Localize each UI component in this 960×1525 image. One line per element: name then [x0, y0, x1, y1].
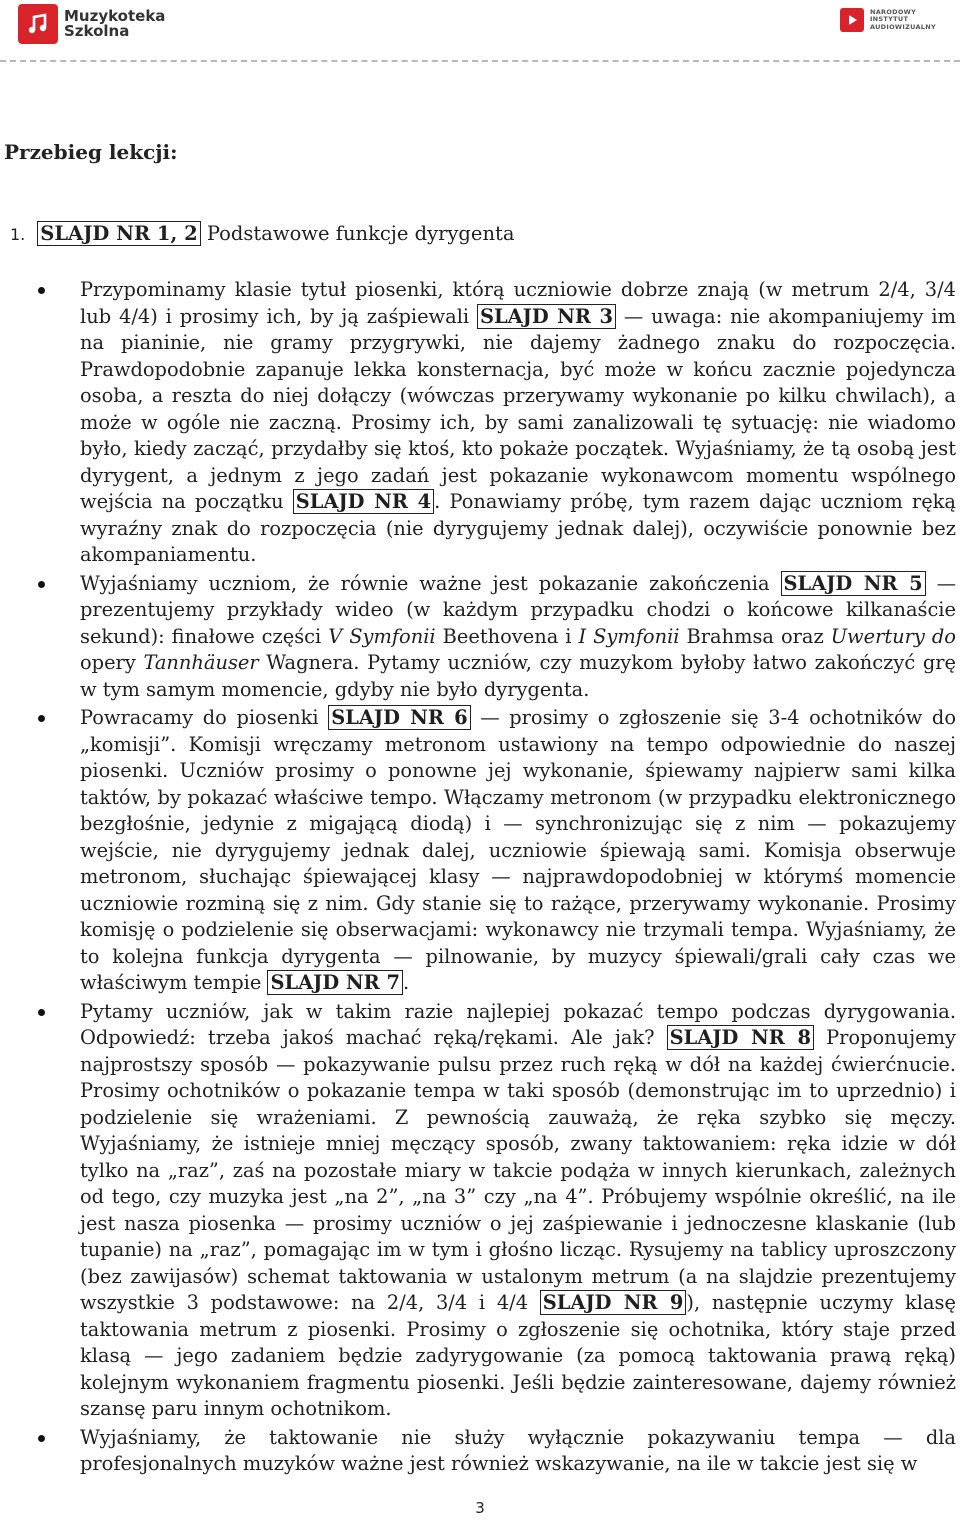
logo-line-2: Szkolna [64, 22, 130, 40]
text-run: Przypominamy klasie tytuł piosenki, którą uczniowie dobrze znają (w metrum 2/4, 3/4 lub 4/4) i prosimy ich, by ją zaśpiewali [80, 278, 956, 328]
slide-ref: SLAJD NR 9 [540, 1290, 687, 1315]
bullet-icon [38, 1009, 45, 1016]
text-run: Proponujemy najprostszy sposób — pokazywanie pulsu przez ruch ręką w dół na każdej ćwierćnucie. Prosimy ochotników o pokazanie tempa w taki sposób (demonstrując im to uprzednio) i podzielenie się wrażeniami. Z pewnością zauważą, że ręka szybko się męczy. Wyjaśniamy, że istnieje mniej męczący sposób, zwany taktowaniem: ręka idzie w dół tylko na „raz”, zaś na pozostałe miary w takcie podąża w innych kierunkach, zależnych od tego, czy muzyka jest „na 2”, „na 3” czy „na 4”. Próbujemy wspólnie określić, na ile jest nasza piosenka — prosimy uczniów o jej zaśpiewanie i jednoczesne klaskanie (lub tupanie) na „raz”, pomagając im w tym i głośno licząc. Rysujemy na tablicy uproszczony (bez zawijasów) schemat taktowania w ustalonym metrum (a na slajdzie prezentujemy wszystkie 3 podstawowe: na 2/4, 3/4 i 4/4 [80, 1026, 956, 1314]
paragraph [80, 277, 956, 569]
paragraph [80, 571, 956, 704]
music-note-icon [18, 4, 58, 44]
bullet-icon [38, 287, 45, 294]
slide-ref: SLAJD NR 3 [477, 304, 616, 329]
slide-ref: SLAJD NR 5 [781, 571, 926, 596]
bullet-icon [38, 581, 45, 588]
work-title: I Symfonii [578, 624, 680, 648]
work-title: Uwertury do [830, 624, 956, 648]
nina-line-2: INSTYTUT [869, 15, 909, 24]
bullet-icon [38, 1435, 45, 1442]
text-run: Pytamy uczniów, jak w takim razie najlepiej pokazać tempo podczas dyrygowania. Odpowiedź: trzeba jakoś machać ręką/rękami. Ale jak? [80, 999, 956, 1049]
text-run: — uwaga: nie akompaniujemy im na pianinie, nie gramy przygrywki, nie dajemy żadnego znaku do rozpoczęcia. Prawdopodobnie zapanuje lekka konsternacja, być może w końcu zacznie pojedyncza osoba, a reszta do niej dołączy (wówczas przerywamy wykonanie po kilku chwilach), a może w ogóle nie zaczną. Prosimy ich, by sami zanalizowali tę sytuację: nie wiadomo było, kiedy zacząć, przydałby się ktoś, kto pokaże początek. Wyjaśniamy, że tą osobą jest dyrygent, a jednym z jego zadań jest pokazanie wykonawcom momentu wspólnego wejścia na początku [80, 304, 956, 513]
list-item [0, 1425, 960, 1478]
list-item [0, 277, 960, 569]
text-run: Brahmsa oraz [679, 624, 831, 648]
text-run: . Ponawiamy próbę, tym razem dając uczniom ręką wyraźny znak do rozpoczęcia (nie dyrygujemy jednak dalej), oczywiście ponownie bez akompaniamentu. [80, 490, 956, 566]
text-run: — prosimy o zgłoszenie się 3-4 ochotników do „komisji”. Komisji wręczamy metronom ustawiony na tempo odpowiednie do naszej piosenki. Uczniów prosimy o ponowne jej wykonanie, śpiewamy najpierw sami kilka taktów, by pokazać właściwe tempo. Włączamy metronom (w przypadku elektronicznego bezgłośnie, jedynie z migającą diodą) i — synchronizując się z nim — pokazujemy wejście, nie dyrygujemy jednak dalej, uczniowie śpiewają sami. Komisja obserwuje metronom, słuchając śpiewającej klasy — najprawdopodobniej w którymś momencie uczniowie rozminą się z nim. Gdy stanie się to rażące, przerywamy wykonanie. Prosimy komisję o podzielenie się obserwacjami: wykonawcy nie trzymali tempa. Wyjaśniamy, że to kolejna funkcja dyrygenta — pilnowanie, by muzycy śpiewali/grali cały czas we właściwym tempie [80, 706, 956, 994]
page-header [0, 0, 960, 60]
slide-ref: SLAJD NR 7 [267, 970, 403, 995]
nina-line-3: AUDIOWIZUALNY [869, 22, 936, 31]
paragraph [80, 1425, 956, 1478]
text-run: opery [80, 651, 144, 674]
paragraph [80, 999, 956, 1423]
work-title: V Symfonii [328, 624, 436, 648]
slide-ref: SLAJD NR 4 [293, 489, 434, 514]
page-number: 3 [475, 1499, 485, 1517]
text-run: Wagnera. Pytamy uczniów, czy muzykom byłoby łatwo zakończyć grę w tym samym momencie, gdyby nie było dyrygenta. [80, 651, 956, 701]
text-run: Wyjaśniamy, że taktowanie nie służy wyłącznie pokazywaniu tempa — dla profesjonalnych muzyków ważne jest również wskazywanie, na ile w takcie jest się w [80, 1425, 956, 1475]
play-icon [840, 8, 864, 32]
list-item [0, 705, 960, 997]
text-run: ), następnie uczymy klasę taktowania metrum z piosenki. Prosimy o zgłoszenie się ochotnika, który staje przed klasą — jego zadaniem będzie zadyrygowanie (za pomocą taktowania prawą ręką) kolejnym wykonaniem fragmentu piosenki. Jeśli będzie zainteresowane, dajemy również szansę paru innym ochotnikom. [80, 1291, 956, 1420]
text-run: Beethovena i [435, 624, 579, 648]
lesson-heading: Przebieg lekcji: [4, 140, 178, 164]
nina-line-1: NARODOWY [869, 7, 917, 16]
item-text: Podstawowe funkcje dyrygenta [200, 222, 515, 245]
nina-logo-text [870, 9, 936, 32]
logo-line-1: Muzykoteka [64, 7, 166, 25]
numbered-item-1 [10, 222, 514, 245]
text-run: Powracamy do piosenki [80, 706, 329, 729]
header-divider [0, 60, 960, 62]
text-run: . [402, 971, 410, 994]
muzykoteka-logo [18, 4, 165, 44]
slide-ref: SLAJD NR 8 [667, 1025, 814, 1050]
slide-ref: SLAJD NR 6 [328, 705, 470, 730]
paragraph [80, 705, 956, 997]
text-run: — prezentujemy przykłady wideo (w każdym przypadku chodzi o końcowe kilkanaście sekund): finałowe części [80, 571, 956, 648]
text-run: Wyjaśniamy uczniom, że równie ważne jest pokazanie zakończenia [80, 571, 781, 595]
muzykoteka-logo-text [64, 9, 165, 39]
work-title: Tannhäuser [143, 651, 259, 674]
bullet-icon [38, 715, 45, 722]
list-item [0, 571, 960, 704]
bullet-list [0, 277, 960, 1480]
slide-ref: SLAJD NR 1, 2 [37, 221, 200, 246]
list-item [0, 999, 960, 1423]
nina-logo [840, 8, 936, 32]
item-number: 1. [10, 225, 26, 244]
